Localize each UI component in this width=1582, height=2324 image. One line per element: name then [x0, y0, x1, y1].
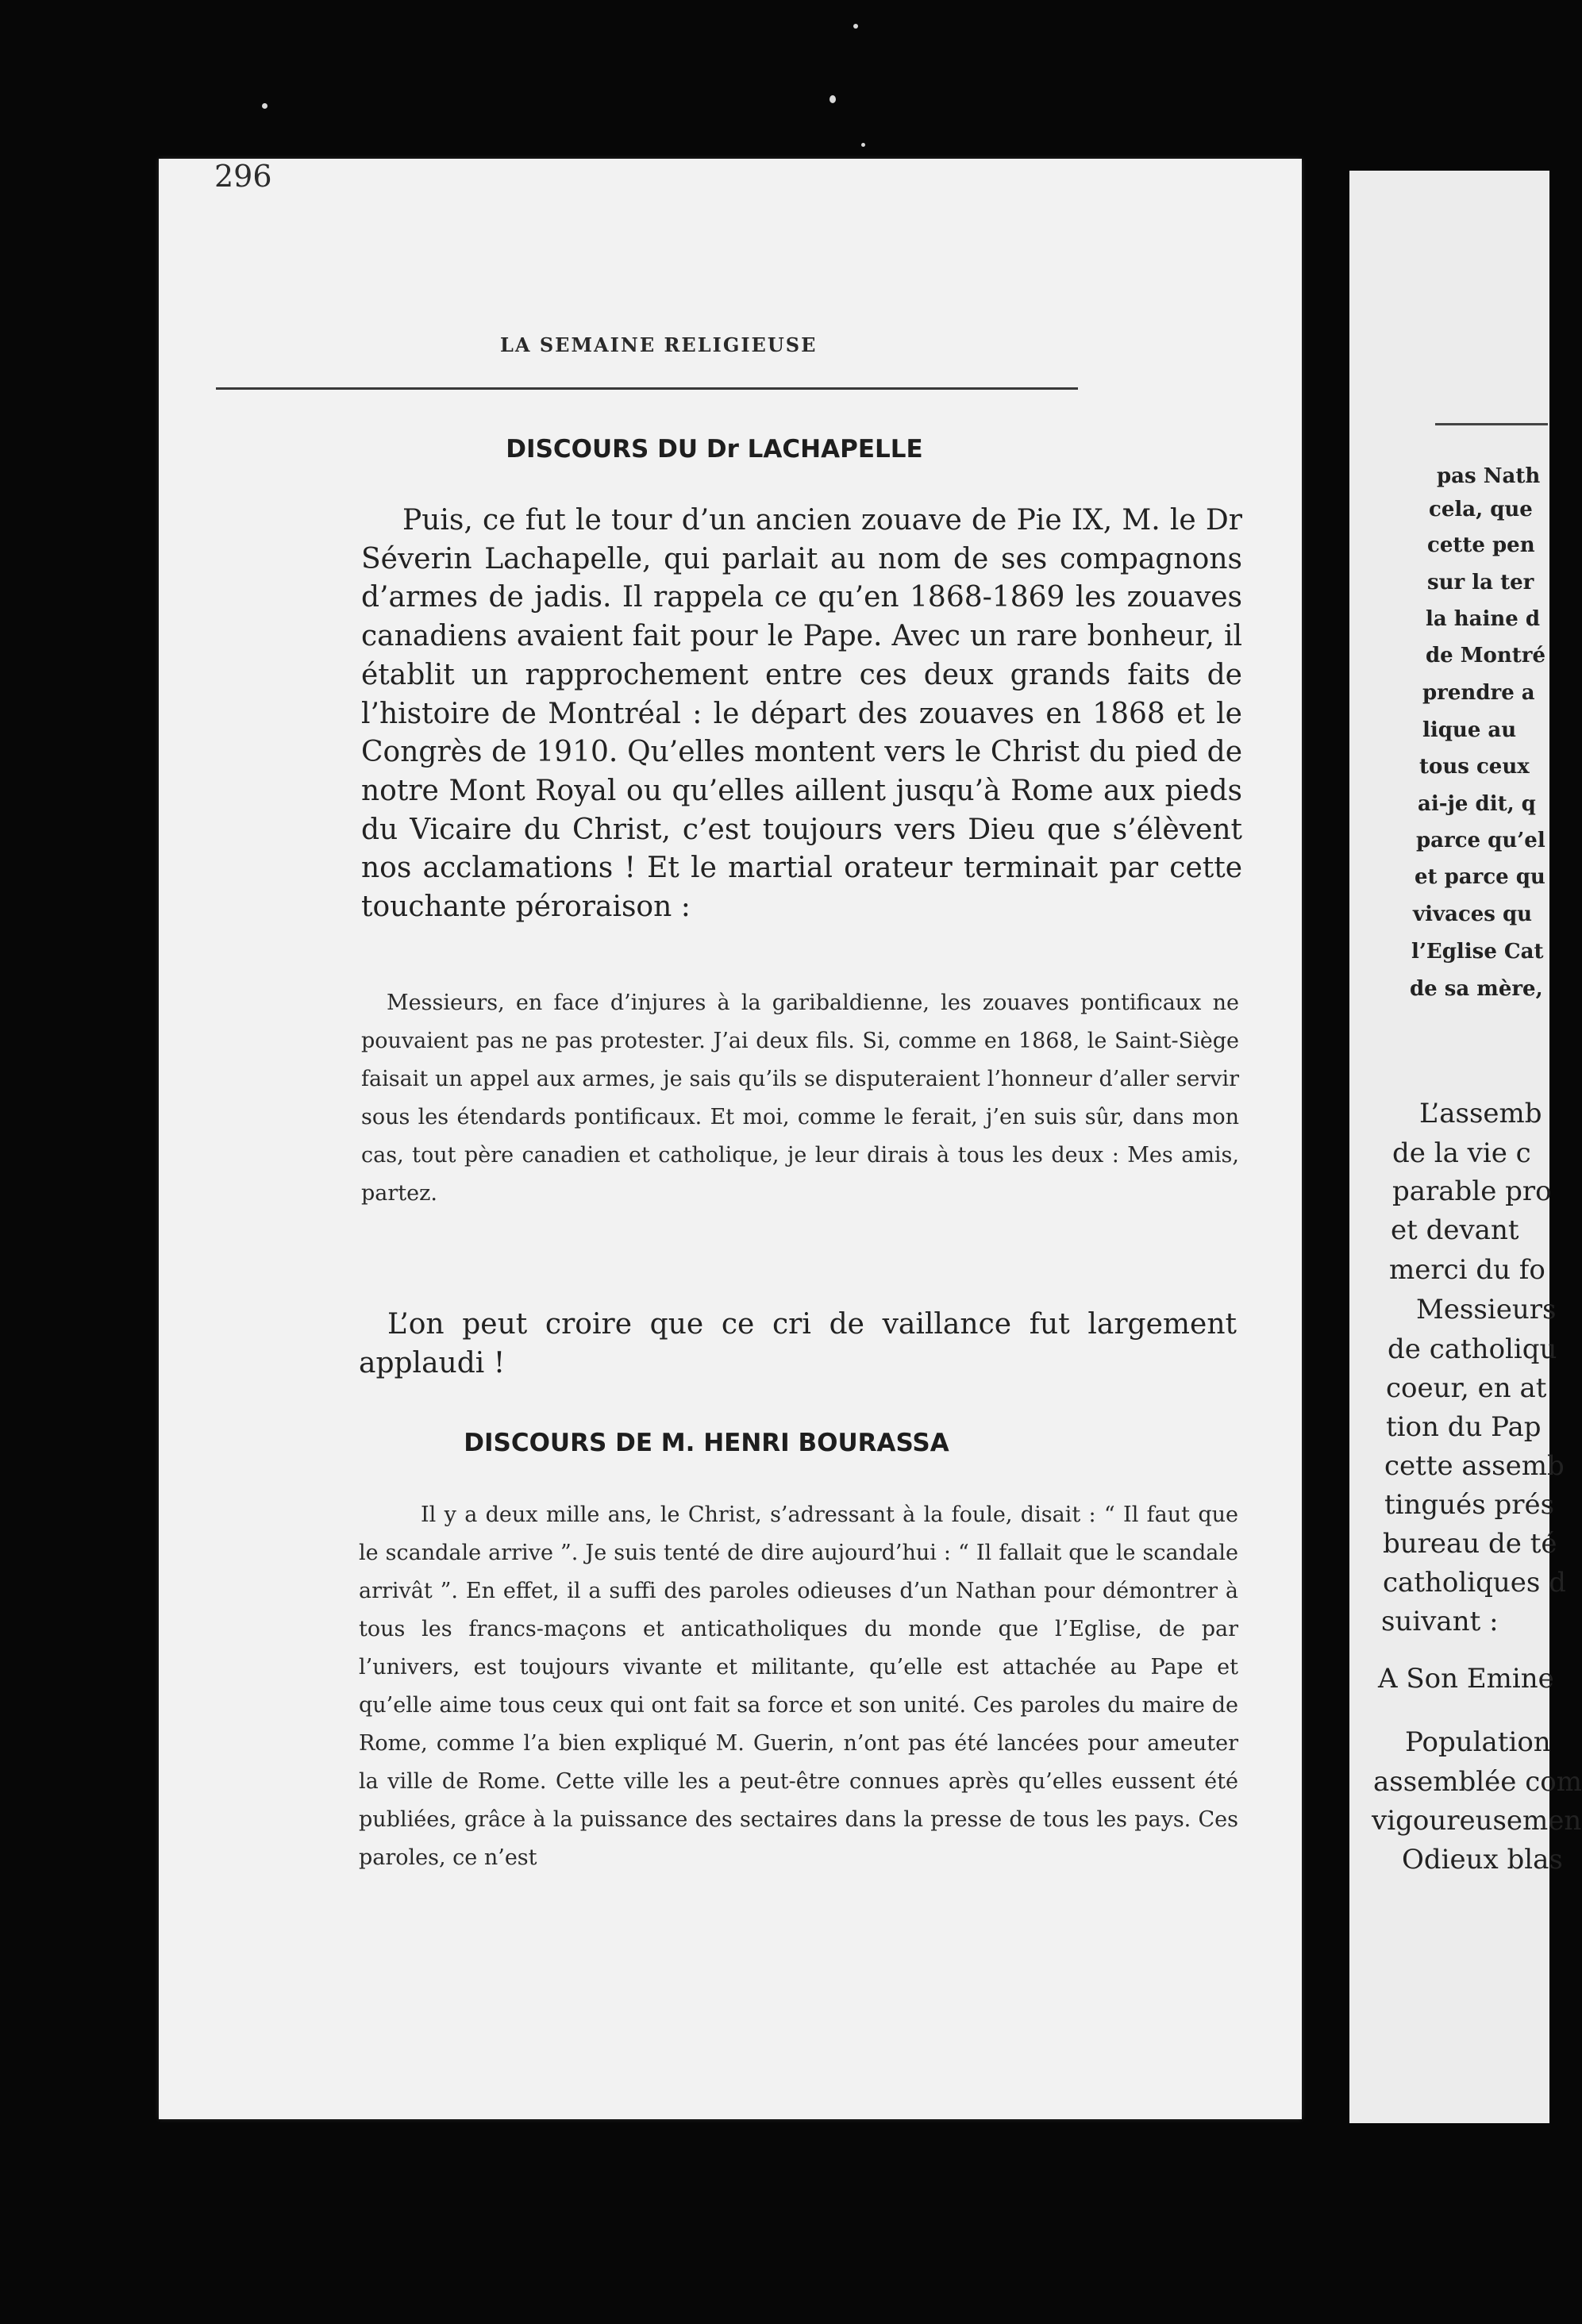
right-page-line: vivaces qu: [1413, 902, 1533, 926]
right-page-line: parable pro: [1392, 1175, 1552, 1207]
page-number: 296: [214, 159, 272, 194]
running-head: LA SEMAINE RELIGIEUSE: [500, 333, 818, 356]
right-page-line: Odieux blas: [1402, 1844, 1563, 1876]
right-page-line: cette assemb: [1384, 1450, 1565, 1482]
right-page-line: Messieurs: [1416, 1294, 1557, 1326]
right-page-line: A Son Emine: [1378, 1663, 1554, 1695]
right-page-line: la haine d: [1426, 607, 1541, 631]
right-page-line: cela, que: [1429, 498, 1533, 521]
quote-bourassa: Il y a deux mille ans, le Christ, s’adressant à la foule, disait : “ Il faut que le scandale arrive ”. Je suis tenté de dire aujourd’hui : “ Il fallait que le scandale arrivât ”. En effet, il a suffi des paroles odieuses d’un Nathan pour démontrer à tous les francs-maçons et anticatholiques du monde que l’Eglise, de par l’univers, est toujours vivante et militante, qu’elle est attachée au Pape et qu’elle aime tous ceux qui ont fait sa force et son unité. Ces paroles du maire de Rome, comme l’a bien expliqué M. Guerin, n’ont pas été lancées pour ameuter la ville de Rome. Cette ville les a peut-être connues après qu’elles eussent été publiées, grâce à la puissance des sectaires dans la presse de tous les pays. Ces paroles, ce n’est: [359, 1503, 1238, 1870]
right-page-line: tingués prés: [1384, 1489, 1555, 1521]
right-page-line: de la vie c: [1392, 1137, 1531, 1169]
right-page-line: l’Eglise Cat: [1411, 940, 1544, 964]
paragraph-applause: L’on peut croire que ce cri de vaillance fut largement applaudi !: [359, 1308, 1237, 1379]
right-page: [1349, 171, 1582, 2123]
right-page-line: lique au: [1422, 718, 1517, 742]
right-page-line: tion du Pap: [1386, 1411, 1542, 1443]
right-page-line: et devant: [1391, 1214, 1519, 1246]
right-page-line: de catholiqu: [1388, 1333, 1557, 1365]
right-page-line: parce qu’el: [1416, 829, 1545, 852]
right-page-line: de sa mère,: [1410, 977, 1543, 1001]
right-page-line: coeur, en at: [1386, 1372, 1547, 1404]
right-page-line: tous ceux: [1419, 755, 1530, 779]
scan-speck: [262, 103, 268, 109]
section-title-lachapelle: DISCOURS DU Dr LACHAPELLE: [506, 435, 923, 464]
scan-speck: [853, 24, 858, 29]
section-title-bourassa: DISCOURS DE M. HENRI BOURASSA: [464, 1429, 949, 1457]
right-page-line: sur la ter: [1427, 571, 1534, 594]
right-page-line: ai-je dit, q: [1418, 792, 1536, 816]
right-page-line: bureau de té: [1383, 1528, 1557, 1560]
right-header-rule: [1435, 423, 1548, 425]
scan-speck: [861, 143, 865, 147]
right-page-line: merci du fo: [1389, 1254, 1545, 1286]
quote-lachapelle: Messieurs, en face d’injures à la garibaldienne, les zouaves pontificaux ne pouvaient pas ne pas protester. J’ai deux fils. Si, comme en 1868, le Saint-Siège faisait un appel aux armes, je sais qu’ils se disputeraient l’honneur d’aller servir sous les étendards pontificaux. Et moi, comme le ferait, j’en suis sûr, dans mon cas, tout père canadien et catholique, je leur dirais à tous les deux : Mes amis, partez.: [361, 991, 1239, 1206]
scan-speck: [829, 95, 836, 103]
header-rule: [216, 387, 1078, 390]
right-page-line: vigoureusemen: [1372, 1805, 1582, 1837]
right-page-line: Population: [1405, 1726, 1551, 1758]
right-page-line: cette pen: [1427, 533, 1535, 557]
right-page-line: L’assemb: [1419, 1098, 1542, 1129]
right-page-line: assemblée com: [1373, 1766, 1582, 1798]
paragraph-lachapelle: Puis, ce fut le tour d’un ancien zouave de Pie IX, M. le Dr Séverin Lachapelle, qui parlait au nom de ses compagnons d’armes de jadis. Il rappela ce qu’en 1868-1869 les zouaves canadiens avaient fait pour le Pape. Avec un rare bonheur, il établit un rapprochement entre ces deux grands faits de l’histoire de Montréal : le départ des zouaves en 1868 et le Congrès de 1910. Qu’elles montent vers le Christ du pied de notre Mont Royal ou qu’elles aillent jusqu’à Rome aux pieds du Vicaire du Christ, c’est toujours vers Dieu que s’élèvent nos acclamations ! Et le martial orateur terminait par cette touchante péroraison :: [361, 504, 1242, 924]
right-page-line: prendre a: [1422, 681, 1535, 705]
right-page-line: et parce qu: [1415, 865, 1545, 889]
right-page-line: suivant :: [1381, 1606, 1499, 1637]
right-page-line: pas Nath: [1437, 464, 1541, 488]
right-page-line: de Montré: [1426, 644, 1546, 668]
right-page-line: catholiques d: [1383, 1567, 1566, 1599]
